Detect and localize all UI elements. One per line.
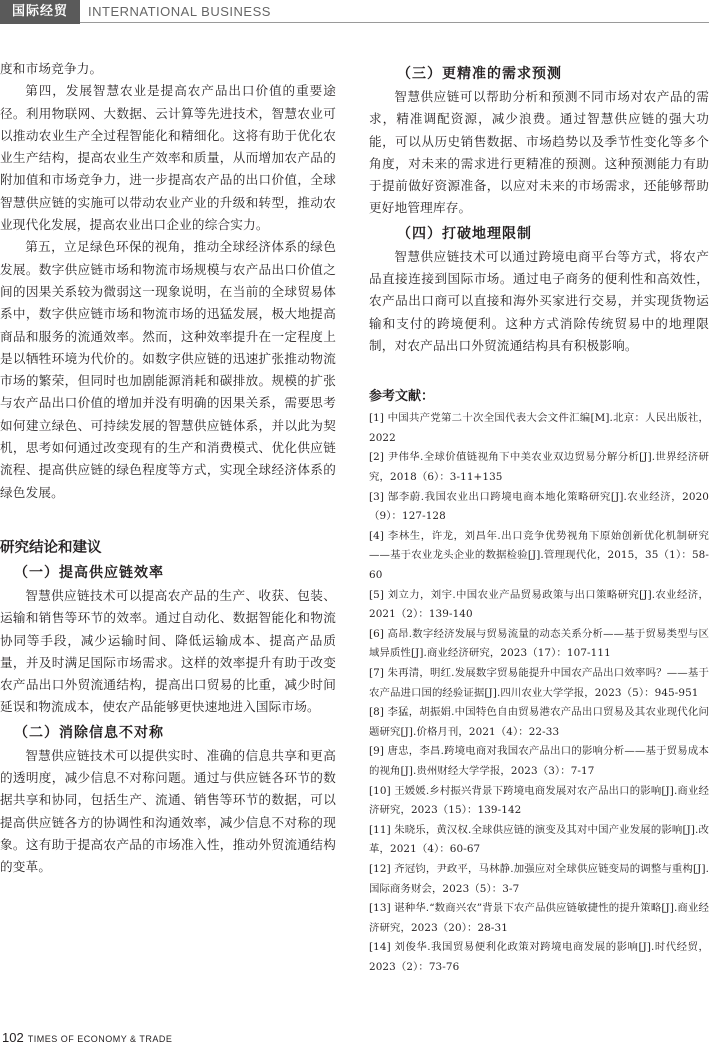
paragraph: 智慧供应链技术可以通过跨境电商平台等方式，将农产品直接连接到国际市场。通过电子商务的便利性和高效性，农产品出口商可以直接和海外买家进行交易，并实现货物运输和支付的跨境便利。这种方式消除传统贸易中的地理限制，对农产品出口外贸流通结构具有积极影响。 bbox=[369, 248, 709, 353]
reference-item: [14] 刘俊华.我国贸易便利化政策对跨境电商发展的影响[J].时代经贸，2023（2）：73-76 bbox=[369, 941, 709, 973]
section-label: 国际经贸 bbox=[0, 0, 80, 24]
reference-item: [6] 高昂.数字经济发展与贸易流量的动态关系分析——基于贸易类型与区域异质性[J].商业经济研究，2023（17）：107-111 bbox=[369, 627, 709, 660]
reference-item: [3] 郜李蔚.我国农业出口跨境电商本地化策略研究[J].农业经济，2020（9）：127-128 bbox=[369, 490, 709, 523]
reference-item: [7] 朱再清，明红.发展数字贸易能提升中国农产品出口效率吗？——基于农产品进口国的经验证据[J].四川农业大学学报，2023（5）：945-951 bbox=[369, 666, 709, 699]
reference-item: [4] 李林生，许龙，刘昌年.出口竞争优势视角下原始创新优化机制研究——基于农业龙头企业的数据检验[J].管理现代化，2015，35（1）：58-60 bbox=[369, 529, 709, 582]
subsection-heading: （一）提高供应链效率 bbox=[14, 564, 164, 581]
page-number: 102 bbox=[2, 1030, 24, 1045]
paragraph: 智慧供应链可以帮助分析和预测不同市场对农产品的需求，精准调配资源，减少浪费。通过智慧供应链的强大功能，可以从历史销售数据、市场趋势以及季节性变化等多个角度，对未来的需求进行更精准的预测。这种预测能力有助于提前做好资源准备，以应对未来的市场需求，还能够帮助更好地管理库存。 bbox=[369, 89, 709, 216]
right-column bbox=[369, 62, 709, 977]
reference-item: [10] 王媛媛.乡村振兴背景下跨境电商发展对农产品出口的影响[J].商业经济研究，2023（15）：139-142 bbox=[369, 784, 709, 817]
reference-list bbox=[369, 409, 709, 977]
reference-item: [9] 唐忠，李昌.跨境电商对我国农产品出口的影响分析——基于贸易成本的视角[J].贵州财经大学学报，2023（3）：7-17 bbox=[369, 745, 709, 777]
paragraph: 第四，发展智慧农业是提高农产品出口价值的重要途径。利用物联网、大数据、云计算等先进技术，智慧农业可以推动农业生产全过程智能化和精细化。这将有助于优化农业生产结构，提高农业生产效率和质量，从而增加农产品的附加值和市场竞争力，进一步提高农产品的出口价值，全球智慧供应链的实施可以带动农业产业的升级和转型，推动农业现代化发展，提高农业出口企业的综合实力。 bbox=[0, 83, 336, 233]
section-label-en: INTERNATIONAL BUSINESS bbox=[88, 4, 271, 19]
reference-item: [8] 李猛，胡振娟.中国特色自由贸易港农产品出口贸易及其农业现代化问题研究[J].价格月刊，2021（4）：22-33 bbox=[369, 706, 709, 738]
paragraph: 度和市场竞争力。 bbox=[0, 61, 103, 76]
page-header bbox=[0, 0, 709, 24]
reference-item: [5] 刘立力，刘宇.中国农业产品贸易政策与出口策略研究[J].农业经济，2021（2）：139-140 bbox=[369, 588, 709, 621]
journal-name: TIMES OF ECONOMY & TRADE bbox=[27, 1034, 173, 1044]
header-rule bbox=[80, 22, 709, 23]
reference-item: [2] 尹伟华.全球价值链视角下中美农业双边贸易分解分析[J].世界经济研究，2018（6）：3-11+135 bbox=[369, 451, 709, 484]
paragraph: 智慧供应链技术可以提供实时、准确的信息共享和更高的透明度，减少信息不对称问题。通过与供应链各环节的数据共享和协同，包括生产、流通、销售等环节的数据，可以提高供应链各方的协调性和沟通效率，减少信息不对称的现象。这有助于提高农产品的市场准入性，推动外贸流通结构的变革。 bbox=[0, 747, 336, 875]
subsection-heading: （三）更精准的需求预测 bbox=[397, 66, 562, 82]
references-heading: 参考文献： bbox=[369, 389, 435, 405]
subsection-heading: （二）消除信息不对称 bbox=[14, 724, 164, 741]
section-heading: 研究结论和建议 bbox=[0, 539, 102, 556]
subsection-heading: （四）打破地理限制 bbox=[397, 225, 532, 242]
page-footer bbox=[2, 1030, 172, 1046]
reference-item: [11] 朱晓乐，黄汉权.全球供应链的演变及其对中国产业发展的影响[J].改革，2021（4）：60-67 bbox=[369, 823, 709, 856]
paragraph: 第五，立足绿色环保的视角，推动全球经济体系的绿色发展。数字供应链市场和物流市场规模与农产品出口价值之间的因果关系较为微弱这一现象说明，在当前的全球贸易体系中，数字供应链市场和物流市场的迅猛发展，极大地提高商品和服务的流通效率。然而，这种效率提升在一定程度上是以牺牲环境为代价的。如数字供应链的迅速扩张推动物流市场的繁荣，但同时也加剧能源消耗和碳排放。规模的扩张与农产品出口价值的增加并没有明确的因果关系，需要思考如何建立绿色、可持续发展的智慧供应链体系，并以此为契机，思考如何通过改变现有的生产和消费模式、优化供应链流程、提高供应链的绿色程度等方式，实现全球经济体系的绿色发展。 bbox=[0, 239, 336, 500]
paragraph: 智慧供应链技术可以提高农产品的生产、收获、包装、运输和销售等环节的效率。通过自动化、数据智能化和物流协同等手段，减少运输时间、降低运输成本、提高产品质量，并及时满足国际市场需求。这样的效率提升有助于改变农产品出口外贸流通结构，提高出口贸易的比重，减少时间延误和物流成本，使农产品能够更快速地进入国际市场。 bbox=[0, 587, 336, 715]
left-column bbox=[0, 58, 336, 879]
reference-item: [1] 中国共产党第二十次全国代表大会文件汇编[M].北京：人民出版社，2022 bbox=[369, 412, 709, 444]
reference-item: [13] 谌种华.“数商兴农”背景下农产品供应链敏捷性的提升策略[J].商业经济研究，2023（20）：28-31 bbox=[369, 902, 709, 934]
reference-item: [12] 齐冠钧，尹政平，马林静.加强应对全球供应链变局的调整与重构[J].国际商务财会，2023（5）：3-7 bbox=[369, 862, 709, 895]
